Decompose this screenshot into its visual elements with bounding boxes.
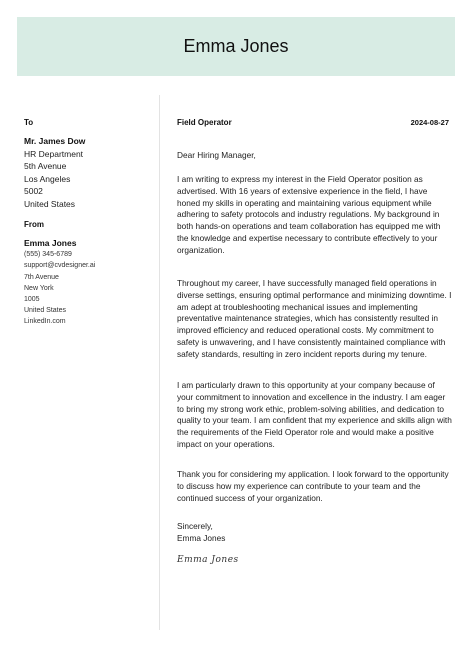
sender-email: support@cvdesigner.ai: [24, 262, 96, 270]
sender-phone: (555) 345-6789: [24, 251, 72, 259]
letter-date: 2024-08-27: [410, 118, 449, 127]
sender-name: Emma Jones: [24, 237, 77, 248]
recipient-name: Mr. James Dow: [24, 136, 86, 146]
header-banner: [17, 17, 455, 76]
recipient-country: United States: [24, 198, 76, 209]
sender-country: United States: [24, 307, 67, 315]
paragraph-2: Throughout my career, I have successfully managed field operations in diverse settings, ensuring optimal performance and minimizing downtime. I am adept at troubleshooting mechanical issues and implementing preventative maintenance strategies, which has consistently resulted in improved efficiency and reduced operational costs. My commitment to safety is unwavering, and I have consistently maintained compliance with safety standards, resulting in zero incident reports during my tenure.: [177, 278, 452, 359]
paragraph-3: I am particularly drawn to this opportunity at your company because of your commitment to innovation and excellence in the industry. I am eager to bring my strong work ethic, problem-solving abilities, and dedication to quality to your team. I am confident that my experience and skills align with the requirements of the Field Operator role and would make a positive impact on your operations.: [177, 380, 452, 449]
letter-header-row: [177, 118, 449, 130]
paragraph-4: Thank you for considering my application. I look forward to the opportunity to discuss how my experience can contribute to your team and the continued success of your organization.: [177, 469, 449, 503]
from-heading: From: [24, 219, 44, 229]
sender-zip: 1005: [24, 295, 40, 303]
sidebar: [24, 118, 152, 328]
sender-linkedin: LinkedIn.com: [24, 318, 66, 326]
closing-name: Emma Jones: [177, 533, 226, 543]
job-title: Field Operator: [177, 118, 232, 127]
applicant-name: Emma Jones: [183, 36, 289, 56]
letter-body: [177, 118, 452, 565]
paragraph-1: I am writing to express my interest in the Field Operator position as advertised. With 16 years of extensive experience in the field, I have honed my skills in operating and maintaining various equipment while adhering to safety protocols and industry regulations. My background in both hands-on operations and team collaboration has equipped me with the knowledge and expertise necessary to contribute effectively to your organization.: [177, 174, 441, 255]
closing: Sincerely,: [177, 521, 213, 531]
recipient-street: 5th Avenue: [24, 161, 67, 172]
recipient-city: Los Angeles: [24, 173, 71, 184]
signature: Emma Jones: [177, 555, 239, 565]
to-heading: To: [24, 118, 34, 127]
greeting: Dear Hiring Manager,: [177, 150, 256, 160]
recipient-department: HR Department: [24, 148, 84, 159]
column-divider: [159, 95, 160, 630]
recipient-zip: 5002: [24, 186, 43, 197]
sender-street: 7th Avenue: [24, 273, 59, 281]
sender-city: New York: [24, 284, 54, 292]
